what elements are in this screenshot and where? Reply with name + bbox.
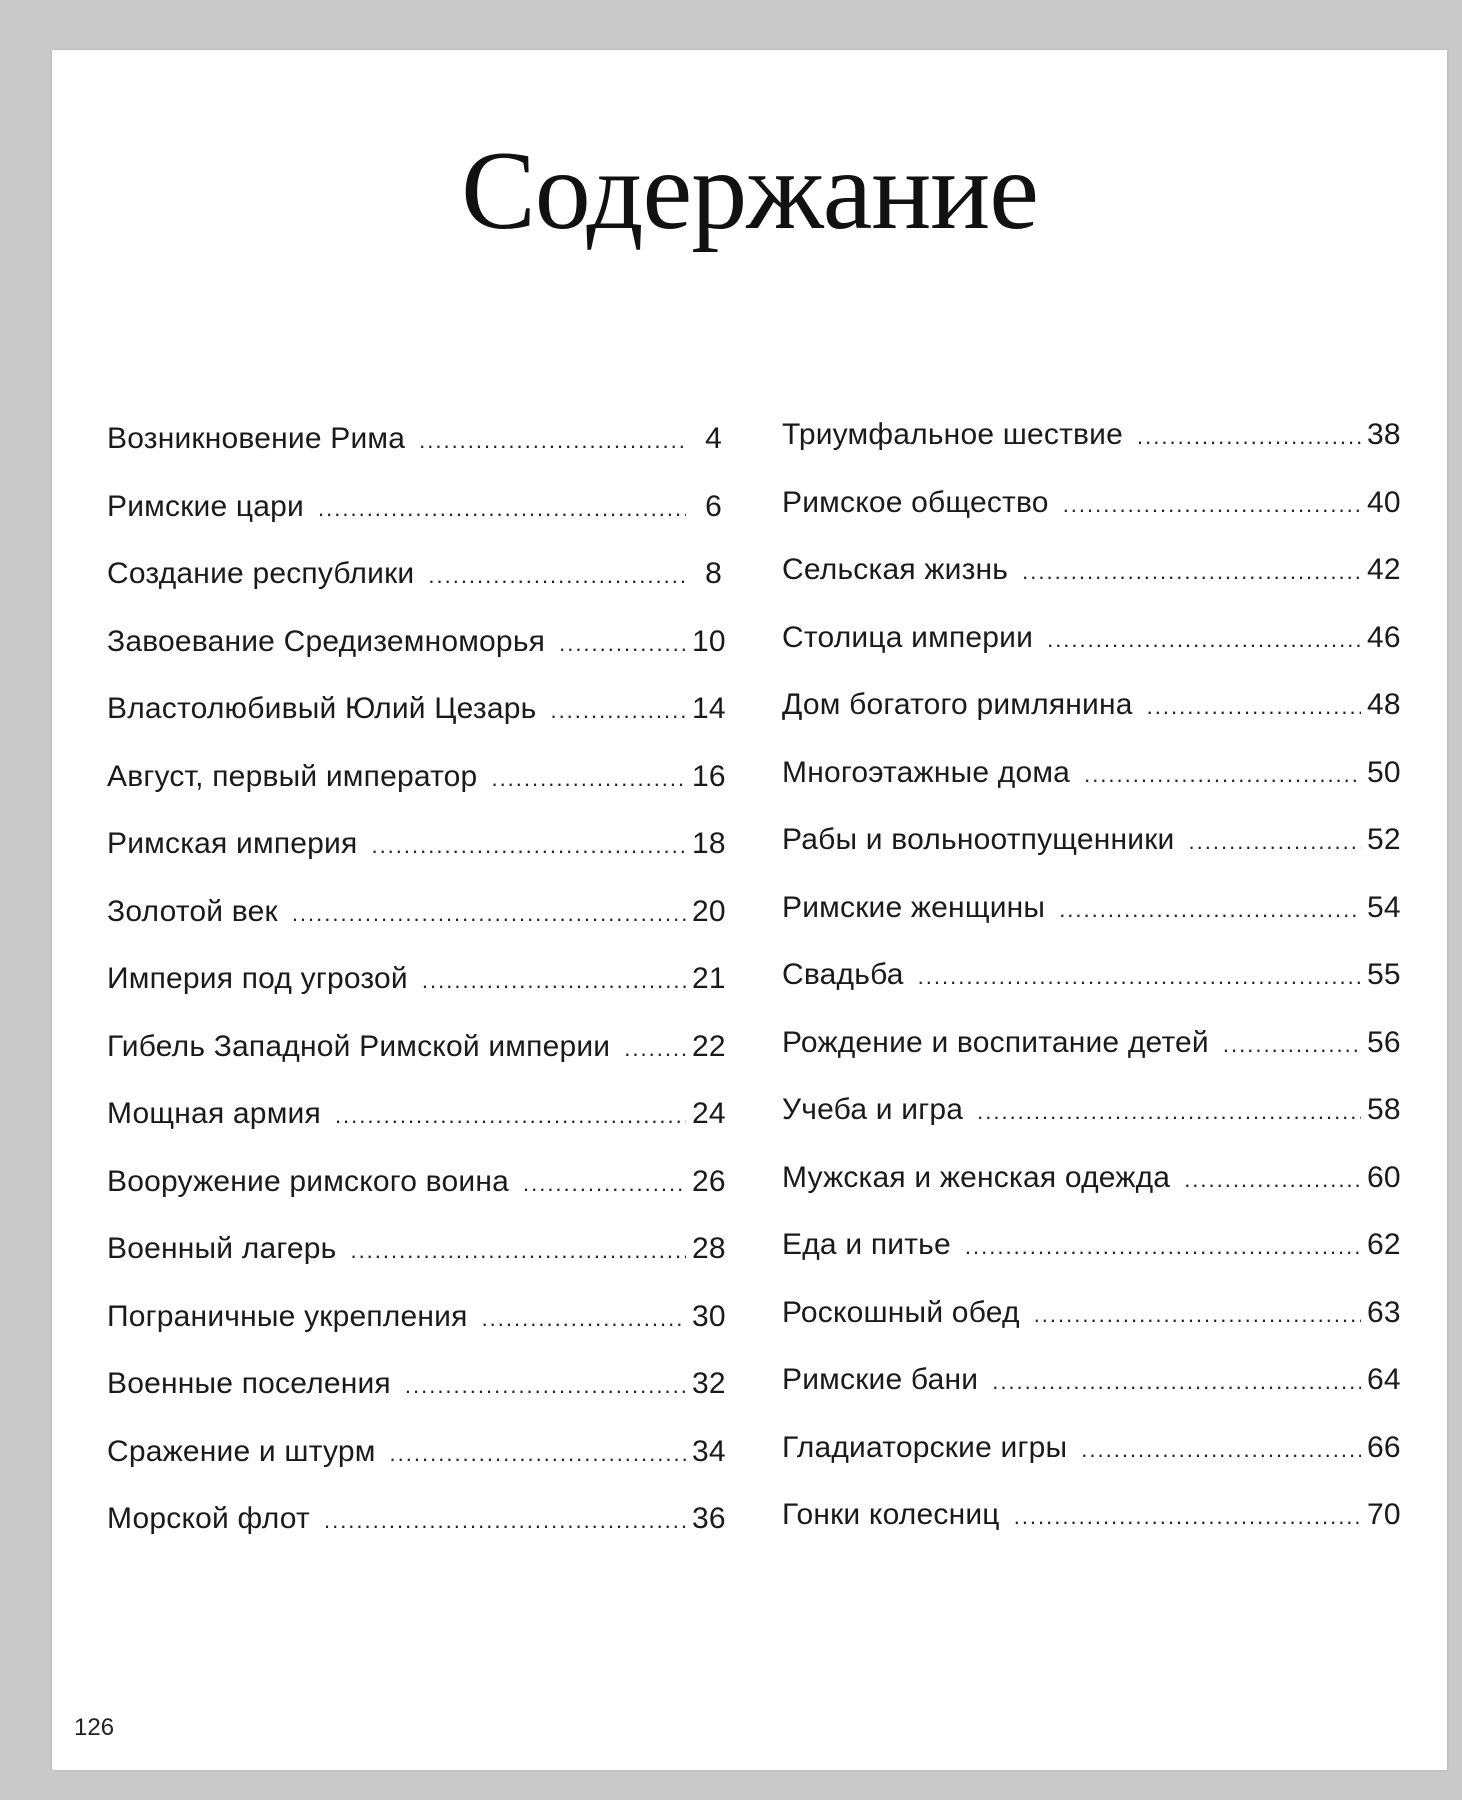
toc-entry[interactable] xyxy=(782,1498,1401,1566)
toc-entry-page-number: 42 xyxy=(1367,553,1401,586)
toc-entry[interactable] xyxy=(782,553,1401,621)
toc-entry-title: Возникновение Рима xyxy=(107,422,406,455)
toc-entry-page-number: 70 xyxy=(1367,1498,1401,1531)
toc-entry-page-number: 24 xyxy=(692,1097,726,1130)
toc-entry-title: Империя под угрозой xyxy=(107,962,408,995)
dot-leader xyxy=(405,1373,686,1399)
toc-entry-title: Создание республики xyxy=(107,557,415,590)
toc-entry[interactable] xyxy=(107,962,726,1030)
toc-entry-title: Сражение и штурм xyxy=(107,1434,376,1468)
toc-entry-title: Рабы и вольноотпущенники xyxy=(782,823,1175,856)
dot-leader xyxy=(1223,1032,1361,1058)
toc-entry-title: Август, первый император xyxy=(107,759,478,793)
toc-entry-page-number: 36 xyxy=(692,1502,726,1535)
toc-entry-page-number: 64 xyxy=(1367,1363,1401,1396)
toc-entry-page-number: 66 xyxy=(1367,1430,1401,1464)
toc-entry-page-number: 55 xyxy=(1367,958,1401,991)
dot-leader xyxy=(482,1306,686,1332)
dot-leader xyxy=(1184,1167,1361,1193)
toc-entry-title: Завоевание Средиземноморья xyxy=(107,624,546,658)
toc-entry[interactable] xyxy=(107,1367,726,1435)
dot-leader xyxy=(977,1099,1361,1125)
toc-entry-title: Военные поселения xyxy=(107,1367,391,1400)
toc-entry-title: Властолюбивый Юлий Цезарь xyxy=(107,692,537,725)
toc-entry[interactable] xyxy=(107,894,726,963)
toc-entry-title: Римские цари xyxy=(107,489,305,523)
toc-entry[interactable] xyxy=(107,1434,726,1503)
toc-entry-title: Вооружение римского воина xyxy=(107,1164,509,1198)
toc-entry[interactable] xyxy=(107,759,726,828)
toc-entry-title: Сельская жизнь xyxy=(782,553,1009,586)
dot-leader xyxy=(324,1508,686,1534)
dot-leader xyxy=(350,1238,686,1264)
dot-leader xyxy=(550,698,686,724)
toc-entry-page-number: 30 xyxy=(692,1299,726,1333)
book-page xyxy=(52,50,1447,1770)
toc-entry-page-number: 60 xyxy=(1367,1160,1401,1194)
toc-entry-title: Римская империя xyxy=(107,827,358,860)
toc-entry-page-number: 20 xyxy=(692,894,726,928)
toc-entry-page-number: 48 xyxy=(1367,688,1401,721)
toc-entry[interactable] xyxy=(107,1164,726,1233)
toc-entry[interactable] xyxy=(782,485,1401,554)
toc-entry[interactable] xyxy=(107,490,722,558)
dot-leader xyxy=(419,428,686,454)
dot-leader xyxy=(1047,627,1361,653)
toc-entry-title: Римские женщины xyxy=(782,890,1046,924)
toc-entry-title: Римское общество xyxy=(782,485,1049,519)
page-number: 126 xyxy=(74,1714,115,1741)
toc-entry-page-number: 38 xyxy=(1367,418,1401,451)
toc-entry-page-number: 62 xyxy=(1367,1228,1401,1261)
toc-entry-title: Гибель Западной Римской империи xyxy=(107,1029,611,1063)
toc-entry[interactable] xyxy=(782,823,1401,891)
toc-entry[interactable] xyxy=(107,1232,726,1300)
toc-entry-title: Пограничные укрепления xyxy=(107,1299,468,1333)
dot-leader xyxy=(624,1036,686,1062)
dot-leader xyxy=(992,1369,1361,1395)
dot-leader xyxy=(292,901,686,927)
toc-entry-page-number: 46 xyxy=(1367,620,1401,654)
toc-entry-page-number: 4 xyxy=(705,422,722,455)
toc-entry[interactable] xyxy=(107,1097,726,1165)
toc-entry[interactable] xyxy=(782,890,1401,959)
page-title: Содержание xyxy=(461,129,1038,253)
dot-leader xyxy=(523,1171,686,1197)
toc-entry[interactable] xyxy=(782,1093,1401,1161)
toc-entry-page-number: 58 xyxy=(1367,1093,1401,1126)
toc-entry-page-number: 63 xyxy=(1367,1295,1401,1329)
toc-entry-title: Золотой век xyxy=(107,894,278,928)
toc-entry-page-number: 22 xyxy=(692,1029,726,1063)
toc-entry-page-number: 26 xyxy=(692,1164,726,1198)
toc-entry-title: Морской флот xyxy=(107,1502,310,1535)
toc-entry[interactable] xyxy=(107,422,722,490)
dot-leader xyxy=(1081,1437,1361,1463)
toc-entry-page-number: 14 xyxy=(692,692,726,725)
toc-entry-title: Мощная армия xyxy=(107,1097,321,1130)
toc-entry-page-number: 6 xyxy=(705,489,722,523)
toc-entry-page-number: 52 xyxy=(1367,823,1401,856)
toc-entry-title: Учеба и игра xyxy=(782,1093,964,1126)
toc-entry[interactable] xyxy=(107,1299,726,1368)
toc-entry-title: Рождение и воспитание детей xyxy=(782,1025,1209,1059)
toc-entry[interactable] xyxy=(782,1430,1401,1499)
toc-entry-title: Многоэтажные дома xyxy=(782,755,1071,789)
toc-entry[interactable] xyxy=(782,1160,1401,1229)
dot-leader xyxy=(965,1234,1361,1260)
toc-entry-title: Еда и питье xyxy=(782,1228,951,1261)
toc-entry-title: Гонки колесниц xyxy=(782,1498,1000,1531)
toc-entry[interactable] xyxy=(782,1363,1401,1431)
toc-entry-page-number: 40 xyxy=(1367,485,1401,519)
toc-entry[interactable] xyxy=(107,1029,726,1098)
dot-leader xyxy=(559,631,686,657)
toc-entry-title: Роскошный обед xyxy=(782,1295,1020,1329)
toc-entry-page-number: 50 xyxy=(1367,755,1401,789)
toc-entry[interactable] xyxy=(782,1025,1401,1094)
dot-leader xyxy=(1189,829,1361,855)
toc-entry-title: Триумфальное шествие xyxy=(782,418,1124,451)
toc-entry[interactable] xyxy=(107,827,726,895)
toc-entry-title: Мужская и женская одежда xyxy=(782,1160,1171,1194)
dot-leader xyxy=(422,968,686,994)
dot-leader xyxy=(1063,492,1361,518)
dot-leader xyxy=(1084,762,1361,788)
toc-entry[interactable] xyxy=(782,958,1401,1026)
toc-column-left xyxy=(107,422,726,1570)
toc-entry[interactable] xyxy=(782,620,1401,689)
toc-entry[interactable] xyxy=(107,1502,726,1570)
toc-entry-title: Столица империи xyxy=(782,620,1034,654)
dot-leader xyxy=(428,563,686,589)
dot-leader xyxy=(371,833,686,859)
toc-entry-title: Гладиаторские игры xyxy=(782,1430,1068,1464)
toc-entry-title: Свадьба xyxy=(782,958,904,991)
toc-entry-page-number: 32 xyxy=(692,1367,726,1400)
dot-leader xyxy=(318,496,686,522)
toc-entry[interactable] xyxy=(107,624,726,693)
dot-leader xyxy=(1022,559,1361,585)
toc-entry[interactable] xyxy=(782,1295,1401,1364)
dot-leader xyxy=(1034,1302,1361,1328)
toc-entry-page-number: 54 xyxy=(1367,890,1401,924)
toc-entry-page-number: 18 xyxy=(692,827,726,860)
toc-entry[interactable] xyxy=(107,557,722,625)
dot-leader xyxy=(390,1441,686,1467)
toc-entry[interactable] xyxy=(782,418,1401,486)
toc-entry-page-number: 10 xyxy=(692,624,726,658)
dot-leader xyxy=(918,964,1361,990)
toc-entry[interactable] xyxy=(782,688,1401,756)
toc-column-right xyxy=(782,418,1401,1566)
dot-leader xyxy=(335,1103,686,1129)
dot-leader xyxy=(1014,1504,1361,1530)
toc-entry-page-number: 28 xyxy=(692,1232,726,1265)
dot-leader xyxy=(491,766,686,792)
toc-entry-title: Римские бани xyxy=(782,1363,979,1396)
toc-entry-page-number: 21 xyxy=(692,962,726,995)
dot-leader xyxy=(1147,694,1361,720)
toc-entry-page-number: 8 xyxy=(705,557,722,590)
toc-entry[interactable] xyxy=(782,1228,1401,1296)
dot-leader xyxy=(1137,424,1361,450)
dot-leader xyxy=(1059,897,1361,923)
toc-entry-page-number: 34 xyxy=(692,1434,726,1468)
toc-entry[interactable] xyxy=(107,692,726,760)
toc-entry-title: Дом богатого римлянина xyxy=(782,688,1133,721)
toc-entry[interactable] xyxy=(782,755,1401,824)
toc-entry-page-number: 16 xyxy=(692,759,726,793)
toc-entry-page-number: 56 xyxy=(1367,1025,1401,1059)
toc-entry-title: Военный лагерь xyxy=(107,1232,337,1265)
